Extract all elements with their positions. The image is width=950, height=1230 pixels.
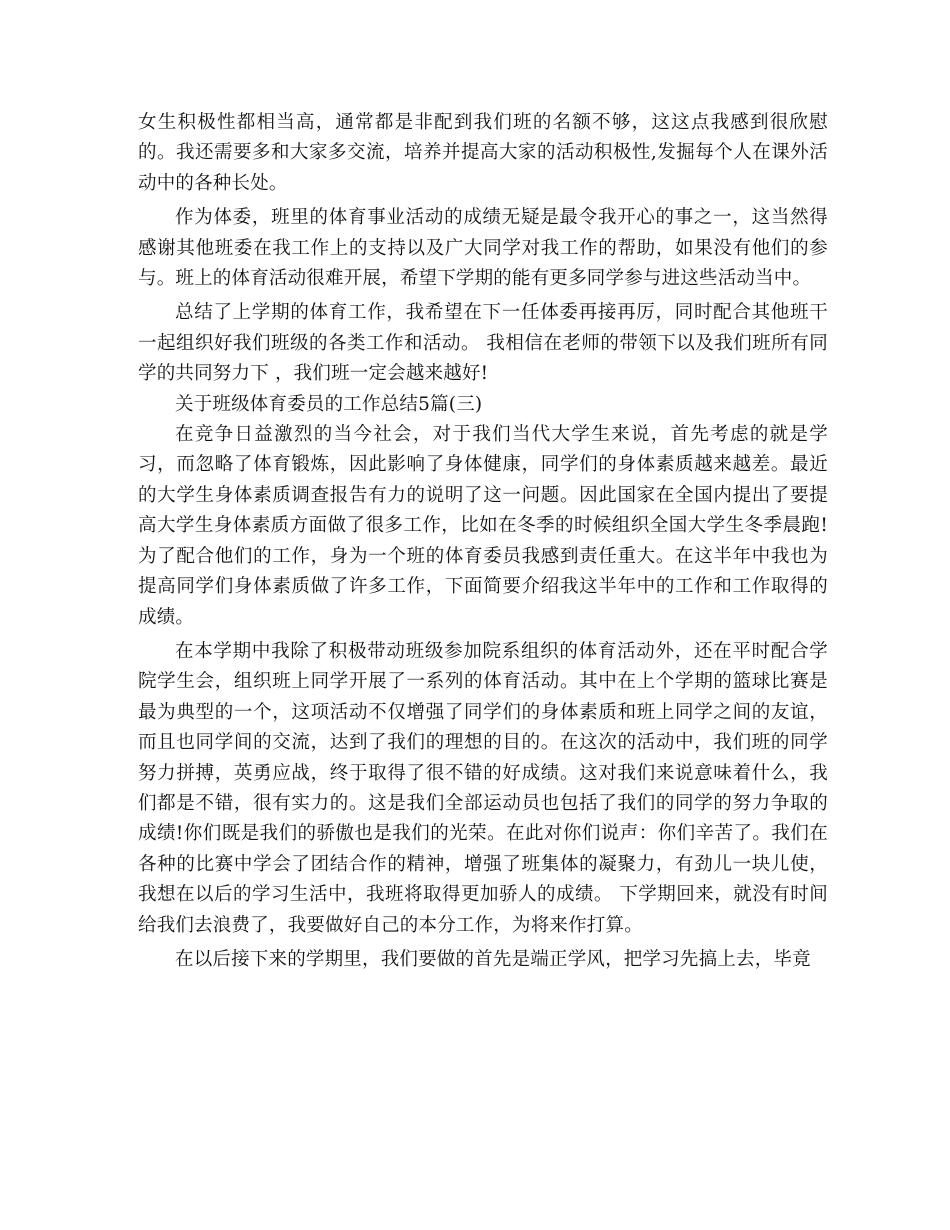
paragraph: 在以后接下来的学期里，我们要做的首先是端正学风，把学习先搞上去，毕竟 [175, 948, 811, 970]
document-body [138, 108, 828, 975]
paragraph: 在竞争日益激烈的当今社会，对于我们当代大学生来说，首先考虑的就是学习，而忽略了体育锻炼，因此影响了身体健康，同学们的身体素质越来越差。最近的大学生身体素质调查报告有力的说明了这一问题。因此国家在全国内提出了要提高大学生身体素质方面做了很多工作，比如在冬季的时候组织全国大学生冬季晨跑!为了配合他们的工作，身为一个班的体育委员我感到责任重大。在这半年中我也为提高同学们身体素质做了许多工作，下面简要介绍我这半年中的工作和工作取得的成绩。 [138, 424, 828, 628]
paragraph-continued: 女生积极性都相当高，通常都是非配到我们班的名额不够，这这点我感到很欣慰的。我还需要多和大家多交流，培养并提高大家的活动积极性,发掘每个人在课外活动中的各种长处。 [138, 112, 828, 194]
paragraph: 在本学期中我除了积极带动班级参加院系组织的体育活动外，还在平时配合学院学生会，组织班上同学开展了一系列的体育活动。其中在上个学期的篮球比赛是最为典型的一个，这项活动不仅增强了同学们的身体素质和班上同学之间的友谊，而且也同学间的交流，达到了我们的理想的目的。在这次的活动中，我们班的同学努力拼搏，英勇应战，终于取得了很不错的好成绩。这对我们来说意味着什么，我们都是不错，很有实力的。这是我们全部运动员也包括了我们的同学的努力争取的成绩!你们既是我们的骄傲也是我们的光荣。在此对你们说声：你们辛苦了。我们在各种的比赛中学会了团结合作的精神，增强了班集体的凝聚力，有劲儿一块儿使，我想在以后的学习生活中，我班将取得更加骄人的成绩。 下学期回来，就没有时间给我们去浪费了，我要做好自己的本分工作，为将来作打算。 [138, 640, 828, 936]
paragraph: 总结了上学期的体育工作，我希望在下一任体委再接再厉，同时配合其他班干一起组织好我们班级的各类工作和活动。 我相信在老师的带领下以及我们班所有同学的共同努力下 ，我们班一定会越来越好! [138, 302, 828, 385]
paragraph: 作为体委，班里的体育事业活动的成绩无疑是最令我开心的事之一，这当然得感谢其他班委在我工作上的支持以及广大同学对我工作的帮助，如果没有他们的参与。班上的体育活动很难开展，希望下学期的能有更多同学参与进这些活动当中。 [138, 207, 828, 290]
section-heading: 关于班级体育委员的工作总结5篇(三) [175, 393, 483, 415]
